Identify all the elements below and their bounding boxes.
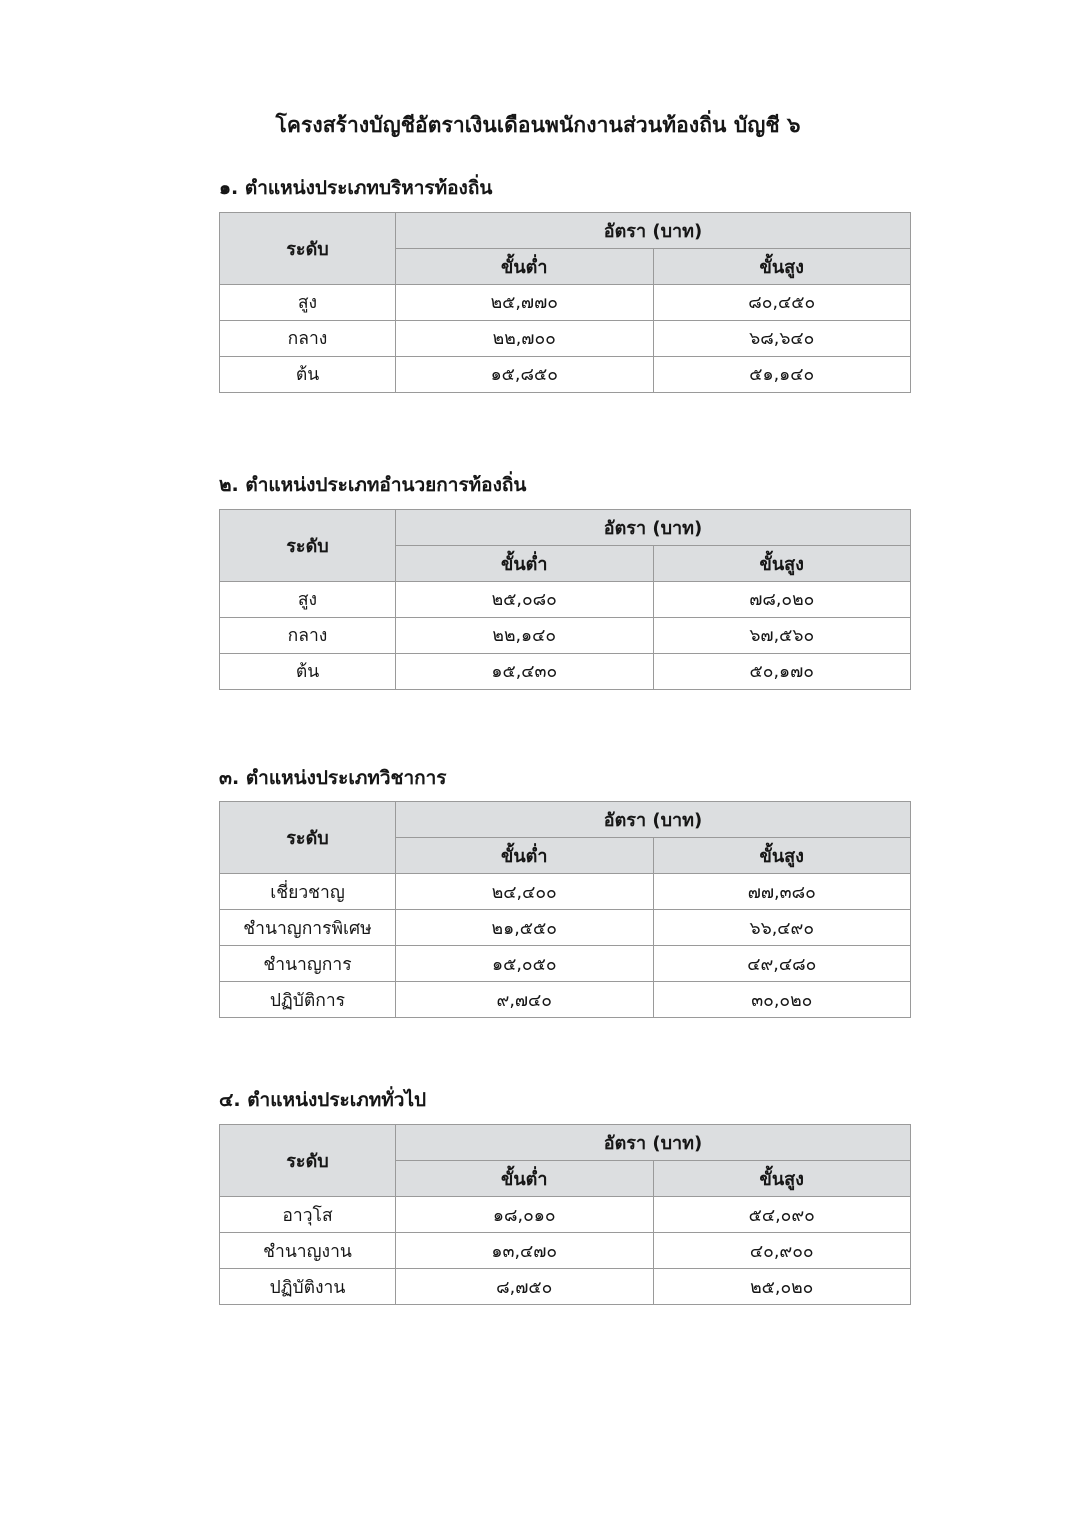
header-min: ขั้นต่ำ <box>396 248 654 284</box>
cell-max: ๒๕,๐๒๐ <box>653 1269 911 1305</box>
table-header <box>220 1125 911 1197</box>
cell-min: ๑๘,๐๑๐ <box>396 1197 654 1233</box>
cell-level: ชำนาญการพิเศษ <box>220 910 396 946</box>
table-row <box>220 356 911 392</box>
cell-min: ๒๕,๐๘๐ <box>396 581 654 617</box>
table-row <box>220 982 911 1018</box>
table-header <box>220 212 911 284</box>
cell-min: ๒๕,๗๗๐ <box>396 284 654 320</box>
salary-table-4 <box>219 1124 911 1305</box>
cell-max: ๖๗,๕๖๐ <box>653 617 911 653</box>
table-header <box>220 802 911 874</box>
salary-table-1 <box>219 212 911 393</box>
cell-min: ๑๕,๐๕๐ <box>396 946 654 982</box>
header-rate-group: อัตรา (บาท) <box>396 212 911 248</box>
cell-max: ๖๖,๔๙๐ <box>653 910 911 946</box>
salary-table-3 <box>219 801 911 1018</box>
section-2 <box>0 473 1076 690</box>
table-row <box>220 581 911 617</box>
table-header-row-1 <box>220 509 911 545</box>
table-row <box>220 946 911 982</box>
header-rate-group: อัตรา (บาท) <box>396 509 911 545</box>
header-level: ระดับ <box>220 802 396 874</box>
table-body <box>220 1197 911 1305</box>
cell-level: ปฏิบัติงาน <box>220 1269 396 1305</box>
header-rate-group: อัตรา (บาท) <box>396 1125 911 1161</box>
header-min: ขั้นต่ำ <box>396 838 654 874</box>
cell-level: กลาง <box>220 617 396 653</box>
header-max: ขั้นสูง <box>653 838 911 874</box>
section-1-table-wrap <box>0 212 1076 393</box>
section-4 <box>0 1088 1076 1305</box>
cell-min: ๑๕,๔๓๐ <box>396 653 654 689</box>
cell-min: ๒๑,๕๕๐ <box>396 910 654 946</box>
cell-level: สูง <box>220 581 396 617</box>
table-header-row-1 <box>220 802 911 838</box>
cell-level: ปฏิบัติการ <box>220 982 396 1018</box>
page-title: โครงสร้างบัญชีอัตราเงินเดือนพนักงานส่วนท้องถิ่น บัญชี ๖ <box>275 113 801 137</box>
cell-max: ๗๘,๐๒๐ <box>653 581 911 617</box>
header-level: ระดับ <box>220 212 396 284</box>
table-row <box>220 874 911 910</box>
table-row <box>220 320 911 356</box>
table-body <box>220 284 911 392</box>
table-row <box>220 284 911 320</box>
cell-max: ๘๐,๔๕๐ <box>653 284 911 320</box>
salary-table-2 <box>219 509 911 690</box>
spacer <box>0 393 1076 473</box>
cell-level: ชำนาญการ <box>220 946 396 982</box>
section-1 <box>0 176 1076 393</box>
table-row <box>220 1197 911 1233</box>
section-2-heading: ๒. ตำแหน่งประเภทอำนวยการท้องถิ่น <box>219 473 527 496</box>
spacer <box>0 690 1076 766</box>
cell-max: ๕๔,๐๙๐ <box>653 1197 911 1233</box>
table-header <box>220 509 911 581</box>
table-header-row-1 <box>220 1125 911 1161</box>
cell-max: ๓๐,๐๒๐ <box>653 982 911 1018</box>
header-min: ขั้นต่ำ <box>396 1161 654 1197</box>
table-row <box>220 910 911 946</box>
cell-level: อาวุโส <box>220 1197 396 1233</box>
table-row <box>220 617 911 653</box>
cell-min: ๒๔,๔๐๐ <box>396 874 654 910</box>
table-body <box>220 874 911 1018</box>
header-max: ขั้นสูง <box>653 545 911 581</box>
header-max: ขั้นสูง <box>653 1161 911 1197</box>
cell-level: กลาง <box>220 320 396 356</box>
cell-level: เชี่ยวชาญ <box>220 874 396 910</box>
cell-min: ๒๒,๗๐๐ <box>396 320 654 356</box>
cell-level: ต้น <box>220 356 396 392</box>
cell-min: ๘,๗๕๐ <box>396 1269 654 1305</box>
spacer <box>0 1018 1076 1088</box>
cell-max: ๔๙,๔๘๐ <box>653 946 911 982</box>
section-3-table-wrap <box>0 801 1076 1018</box>
spacer <box>0 138 1076 176</box>
cell-level: ต้น <box>220 653 396 689</box>
header-min: ขั้นต่ำ <box>396 545 654 581</box>
table-body <box>220 581 911 689</box>
section-3 <box>0 766 1076 1019</box>
cell-max: ๕๑,๑๔๐ <box>653 356 911 392</box>
section-4-table-wrap <box>0 1124 1076 1305</box>
cell-min: ๒๒,๑๔๐ <box>396 617 654 653</box>
cell-max: ๔๐,๙๐๐ <box>653 1233 911 1269</box>
section-4-heading: ๔. ตำแหน่งประเภททั่วไป <box>219 1089 427 1112</box>
section-3-heading: ๓. ตำแหน่งประเภทวิชาการ <box>219 766 447 789</box>
header-rate-group: อัตรา (บาท) <box>396 802 911 838</box>
cell-max: ๕๐,๑๗๐ <box>653 653 911 689</box>
section-2-table-wrap <box>0 509 1076 690</box>
header-max: ขั้นสูง <box>653 248 911 284</box>
header-level: ระดับ <box>220 1125 396 1197</box>
table-row <box>220 1269 911 1305</box>
cell-level: สูง <box>220 284 396 320</box>
table-header-row-1 <box>220 212 911 248</box>
table-row <box>220 1233 911 1269</box>
cell-level: ชำนาญงาน <box>220 1233 396 1269</box>
cell-max: ๖๘,๖๔๐ <box>653 320 911 356</box>
cell-min: ๙,๗๔๐ <box>396 982 654 1018</box>
table-row <box>220 653 911 689</box>
header-level: ระดับ <box>220 509 396 581</box>
cell-max: ๗๗,๓๘๐ <box>653 874 911 910</box>
cell-min: ๑๕,๘๕๐ <box>396 356 654 392</box>
cell-min: ๑๓,๔๗๐ <box>396 1233 654 1269</box>
section-1-heading: ๑. ตำแหน่งประเภทบริหารท้องถิ่น <box>219 177 493 200</box>
